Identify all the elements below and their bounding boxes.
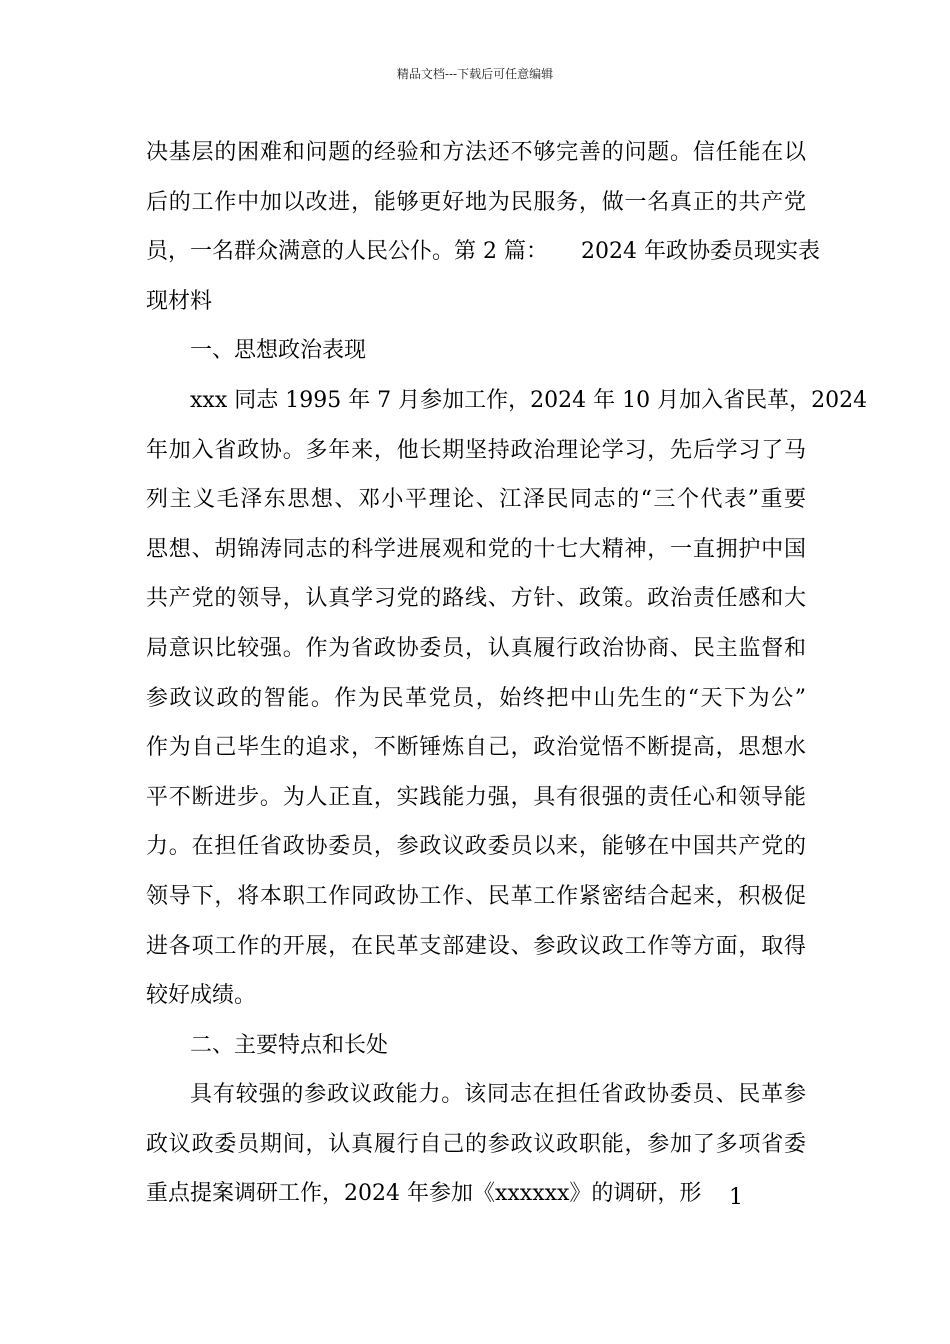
text-line: 思想、胡锦涛同志的科学进展观和党的十七大精神，一直拥护中国 bbox=[146, 536, 806, 562]
text-line: 领导下，将本职工作同政协工作、民革工作紧密结合起来，积极促 bbox=[146, 883, 806, 909]
document-body bbox=[146, 128, 868, 1219]
text-line: 政议政委员期间，认真履行自己的参政议政职能，参加了多项省委 bbox=[146, 1131, 806, 1157]
page-number: 1 bbox=[729, 1185, 743, 1210]
text-line: 列主义毛泽东思想、邓小平理论、江泽民同志的“三个代表”重要 bbox=[146, 487, 806, 513]
text-line: 力。在担任省政协委员，参政议政委员以来，能够在中国共产党的 bbox=[146, 834, 806, 860]
text-line: 具有较强的参政议政能力。该同志在担任省政协委员、民革参 bbox=[190, 1082, 806, 1108]
text-line: 决基层的困难和问题的经验和方法还不够完善的问题。信任能在以 bbox=[146, 140, 806, 165]
text-line: 员，一名群众满意的人民公仆。第 2 篇： 2024 年政协委员现实表 bbox=[146, 239, 820, 265]
page-header: 精品文档---下载后可任意编辑 bbox=[396, 67, 554, 81]
text-line: 局意识比较强。作为省政协委员，认真履行政治协商、民主监督和 bbox=[146, 635, 806, 661]
text-line: xxx 同志 1995 年 7 月参加工作，2024 年 10 月加入省民革，2024 bbox=[190, 387, 868, 413]
text-line: 作为自己毕生的追求，不断锤炼自己，政治觉悟不断提高，思想水 bbox=[146, 735, 806, 761]
text-line: 共产党的领导，认真学习党的路线、方针、政策。政治责任感和大 bbox=[146, 586, 806, 612]
text-line: 重点提案调研工作，2024 年参加《xxxxxx》的调研，形 bbox=[146, 1181, 702, 1207]
text-line: 参政议政的智能。作为民革党员，始终把中山先生的“天下为公” bbox=[146, 685, 806, 711]
text-line: 后的工作中加以改进，能够更好地为民服务，做一名真正的共产党 bbox=[146, 189, 806, 215]
text-line: 平不断进步。为人正直，实践能力强，具有很强的责任心和领导能 bbox=[146, 784, 806, 810]
text-line: 进各项工作的开展，在民革支部建设、参政议政工作等方面，取得 bbox=[146, 933, 806, 959]
text-line: 年加入省政协。多年来，他长期坚持政治理论学习，先后学习了马 bbox=[146, 437, 806, 463]
section-heading: 二、主要特点和长处 bbox=[190, 1032, 389, 1058]
section-heading: 一、思想政治表现 bbox=[190, 338, 367, 364]
text-line: 较好成绩。 bbox=[146, 983, 257, 1009]
text-line: 现材料 bbox=[146, 288, 213, 314]
